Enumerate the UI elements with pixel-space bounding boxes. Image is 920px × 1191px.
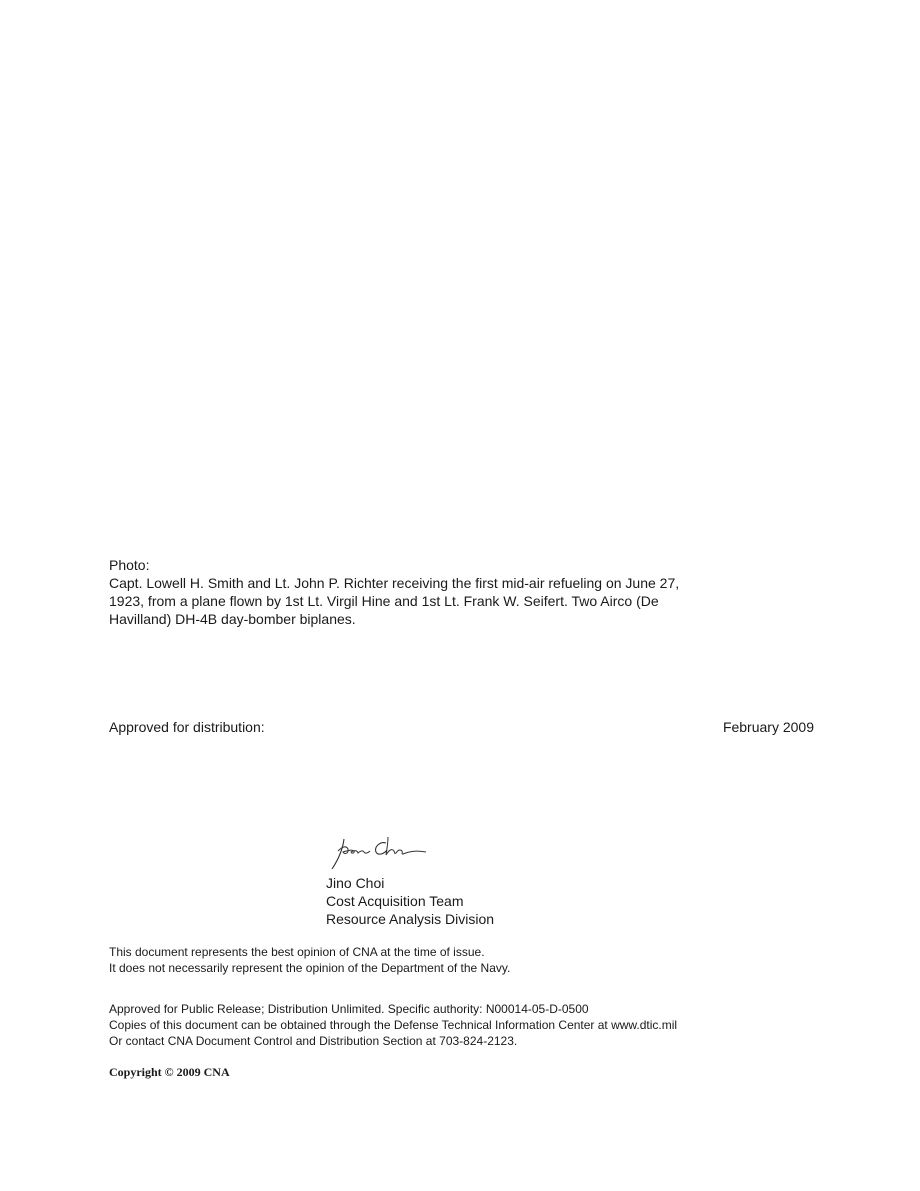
signature-graphic	[330, 833, 440, 873]
handwritten-signature	[330, 833, 440, 873]
release-line-3: Or contact CNA Document Control and Distribution Section at 703-824-2123.	[109, 1034, 518, 1048]
photo-caption-line-1: Capt. Lowell H. Smith and Lt. John P. Richter receiving the first mid-air refueling on June 27,	[109, 575, 680, 591]
approval-label: Approved for distribution:	[109, 719, 265, 735]
approval-date: February 2009	[722, 719, 814, 735]
release-notice	[109, 1001, 677, 1049]
approval-row	[109, 718, 814, 736]
signer-division: Resource Analysis Division	[326, 911, 495, 927]
release-line-1: Approved for Public Release; Distribution Unlimited. Specific authority: N00014-05-D-0500	[109, 1002, 589, 1016]
copyright-notice: Copyright © 2009 CNA	[109, 1065, 230, 1079]
disclaimer-line-2: It does not necessarily represent the opinion of the Department of the Navy.	[109, 961, 511, 975]
signer-name: Jino Choi	[326, 875, 385, 891]
signer-team: Cost Acquisition Team	[326, 893, 464, 909]
photo-heading: Photo:	[109, 557, 150, 573]
signer-block	[326, 874, 494, 928]
photo-caption	[109, 556, 729, 628]
release-line-2: Copies of this document can be obtained through the Defense Technical Information Center at www.dtic.mil	[109, 1018, 678, 1032]
disclaimer-line-1: This document represents the best opinion of CNA at the time of issue.	[109, 945, 485, 959]
photo-caption-line-3: Havilland) DH-4B day-bomber biplanes.	[109, 611, 356, 627]
disclaimer	[109, 944, 510, 976]
photo-caption-line-2: 1923, from a plane flown by 1st Lt. Virgil Hine and 1st Lt. Frank W. Seifert. Two Airco (De	[109, 593, 659, 609]
